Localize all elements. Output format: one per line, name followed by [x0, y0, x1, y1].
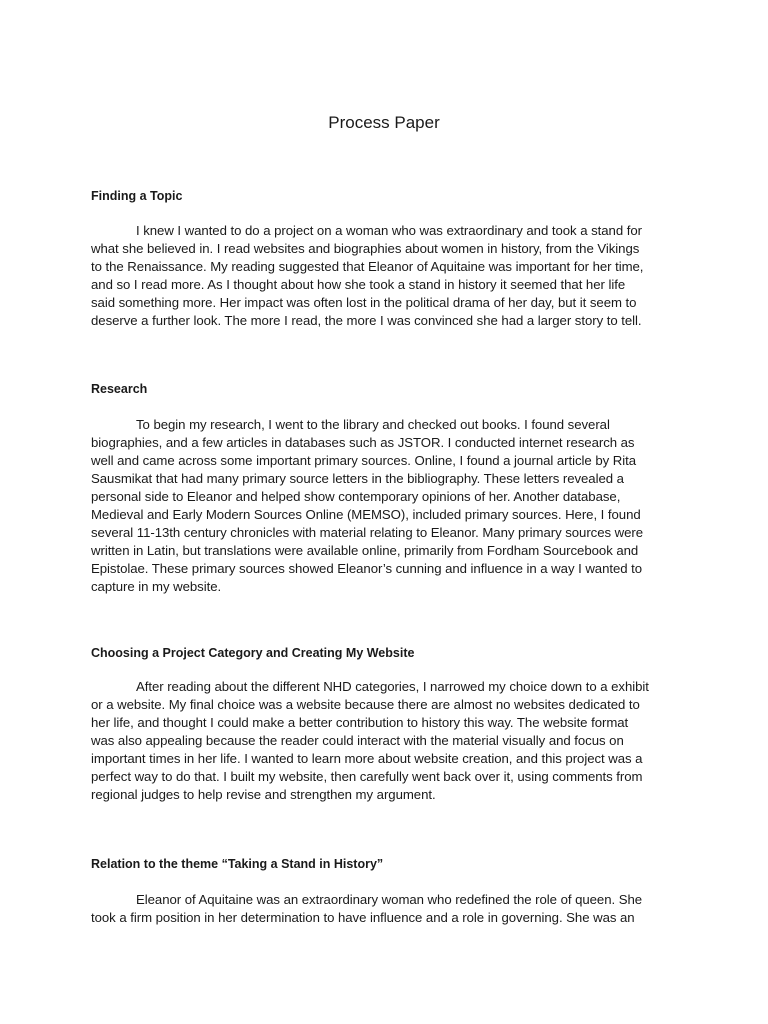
- section-heading-research: Research: [91, 382, 148, 396]
- paragraph-line: important times in her life. I wanted to learn more about website creation, and this project was a: [91, 751, 643, 766]
- paragraph-line: deserve a further look. The more I read, the more I was convinced she had a larger story to tell.: [91, 313, 642, 328]
- paragraph-line: said something more. Her impact was often lost in the political drama of her day, but it seem to: [91, 295, 637, 310]
- paragraph-line: to the Renaissance. My reading suggested that Eleanor of Aquitaine was important for her time,: [91, 259, 644, 274]
- page-title: Process Paper: [328, 113, 440, 132]
- paragraph-line: After reading about the different NHD categories, I narrowed my choice down to a exhibit: [136, 679, 649, 694]
- paragraph-line: To begin my research, I went to the library and checked out books. I found several: [136, 417, 610, 432]
- paragraph-line: I knew I wanted to do a project on a woman who was extraordinary and took a stand for: [136, 223, 642, 238]
- paragraph-line: capture in my website.: [91, 579, 222, 594]
- section-paragraph-finding-a-topic: [91, 222, 676, 330]
- section-paragraph-research: [91, 416, 676, 596]
- paragraph-line: perfect way to do that. I built my website, then carefully went back over it, using comments from: [91, 769, 643, 784]
- paragraph-line: Medieval and Early Modern Sources Online (MEMSO), included primary sources. Here, I found: [91, 507, 641, 522]
- paragraph-line: Epistolae. These primary sources showed Eleanor’s cunning and influence in a way I wanted to: [91, 561, 643, 576]
- paragraph-line: well and came across some important primary sources. Online, I found a journal article by Rita: [91, 453, 637, 468]
- paragraph-line: was also appealing because the reader could interact with the material visually and focus on: [91, 733, 624, 748]
- paragraph-line: her life, and thought I could make a better contribution to history this way. The website format: [91, 715, 629, 730]
- paragraph-line: biographies, and a few articles in databases such as JSTOR. I conducted internet research as: [91, 435, 635, 450]
- paragraph-line: what she believed in. I read websites and biographies about women in history, from the Vikings: [91, 241, 640, 256]
- section-heading-choosing-a-project-category: Choosing a Project Category and Creating My Website: [91, 646, 415, 660]
- paragraph-line: regional judges to help revise and strengthen my argument.: [91, 787, 436, 802]
- section-paragraph-choosing-a-project-category: [91, 678, 676, 804]
- paragraph-line: written in Latin, but translations were available online, primarily from Fordham Sourcebook and: [91, 543, 639, 558]
- paragraph-line: several 11-13th century chronicles with material relating to Eleanor. Many primary sources were: [91, 525, 644, 540]
- paragraph-line: Eleanor of Aquitaine was an extraordinary woman who redefined the role of queen. She: [136, 892, 643, 907]
- paragraph-line: personal side to Eleanor and helped show contemporary opinions of her. Another database,: [91, 489, 621, 504]
- section-paragraph-relation-to-the-theme: [91, 891, 676, 927]
- paragraph-line: or a website. My final choice was a website because there are almost no websites dedicated to: [91, 697, 640, 712]
- paragraph-line: took a firm position in her determination to have influence and a role in governing. She was an: [91, 910, 635, 925]
- section-heading-relation-to-the-theme: Relation to the theme “Taking a Stand in History”: [91, 857, 384, 871]
- paragraph-line: and so I read more. As I thought about how she took a stand in history it seemed that her life: [91, 277, 626, 292]
- section-heading-finding-a-topic: Finding a Topic: [91, 189, 183, 203]
- paragraph-line: Sausmikat that had many primary source letters in the bibliography. These letters revealed a: [91, 471, 624, 486]
